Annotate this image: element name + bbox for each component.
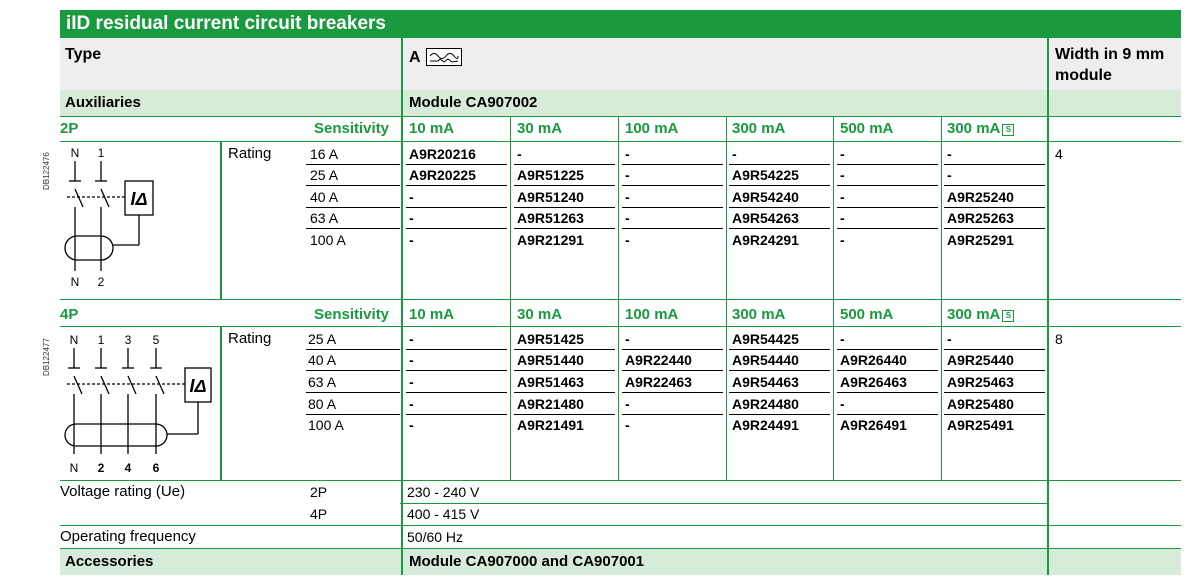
- cell-underline: [622, 392, 723, 393]
- product-code-cell: -: [947, 146, 952, 162]
- product-code-cell: A9R25240: [947, 189, 1014, 205]
- column-divider: [833, 299, 834, 480]
- rule: [60, 116, 1181, 117]
- cell-underline: [944, 414, 1045, 415]
- rating-4p-3: 80 A: [308, 396, 337, 412]
- cell-underline: [837, 414, 938, 415]
- cell-underline: [306, 228, 400, 229]
- product-code-cell: -: [625, 146, 630, 162]
- product-code-cell: A9R51225: [517, 167, 584, 183]
- product-code-cell: A9R51240: [517, 189, 584, 205]
- title-bar: [60, 10, 1181, 38]
- product-code-cell: A9R54263: [732, 210, 799, 226]
- cell-underline: [514, 392, 615, 393]
- product-code-cell: -: [840, 210, 845, 226]
- diagram-top-n: N: [70, 146, 80, 160]
- diagram-ref-2p: DB122476: [42, 152, 51, 190]
- product-code-cell: A9R25491: [947, 417, 1014, 433]
- product-code-cell: A9R24291: [732, 232, 799, 248]
- cell-underline: [729, 370, 830, 371]
- product-code-cell: A9R21480: [517, 396, 584, 412]
- voltage-value-2p: 230 - 240 V: [407, 484, 480, 500]
- rating-4p-2: 63 A: [308, 374, 337, 390]
- product-code-cell: -: [409, 396, 414, 412]
- wiring-diagram-4p: [55, 326, 220, 480]
- diagram-symbol-2p: IΔ: [130, 189, 148, 209]
- sensitivity-2p-4: 500 mA: [840, 120, 894, 137]
- product-code-cell: -: [840, 146, 845, 162]
- product-code-cell: A9R26440: [840, 352, 907, 368]
- column-divider: [220, 326, 222, 480]
- width-modules-4p: 8: [1055, 331, 1063, 347]
- cell-underline: [729, 414, 830, 415]
- cell-underline: [837, 349, 938, 350]
- product-code-cell: -: [840, 167, 845, 183]
- cell-underline: [622, 185, 723, 186]
- product-code-cell: -: [840, 232, 845, 248]
- selective-badge: S: [1002, 310, 1014, 322]
- rating-2p-3: 63 A: [310, 210, 339, 226]
- column-divider: [941, 116, 942, 299]
- cell-underline: [622, 370, 723, 371]
- product-code-cell: -: [625, 396, 630, 412]
- cell-underline: [837, 185, 938, 186]
- sensitivity-2p-5-label: 300 mA: [947, 120, 1001, 137]
- column-divider: [941, 299, 942, 480]
- rating-label-2p: Rating: [228, 145, 272, 162]
- product-code-cell: -: [625, 331, 630, 347]
- product-code-cell: A9R25263: [947, 210, 1014, 226]
- rule: [60, 326, 1181, 327]
- cell-underline: [406, 414, 507, 415]
- column-divider: [510, 299, 511, 480]
- product-code-cell: A9R24491: [732, 417, 799, 433]
- rule: [60, 480, 1181, 481]
- product-code-cell: -: [409, 189, 414, 205]
- voltage-label: Voltage rating (Ue): [60, 483, 186, 500]
- cell-underline: [622, 164, 723, 165]
- cell-underline: [837, 164, 938, 165]
- sensitivity-4p-5-label: 300 mA: [947, 306, 1001, 323]
- product-code-cell: A9R20216: [409, 146, 476, 162]
- cell-underline: [622, 349, 723, 350]
- cell-underline: [514, 414, 615, 415]
- product-code-cell: A9R20225: [409, 167, 476, 183]
- accessories-value: Module CA907000 and CA907001: [409, 553, 645, 570]
- cell-underline: [306, 414, 400, 415]
- product-code-cell: A9R26491: [840, 417, 907, 433]
- cell-underline: [729, 228, 830, 229]
- product-code-cell: A9R25440: [947, 352, 1014, 368]
- width-label: Width in 9 mm module: [1055, 46, 1165, 84]
- column-divider: [833, 116, 834, 299]
- product-code-cell: -: [409, 331, 414, 347]
- column-divider: [401, 38, 403, 575]
- diagram-bottom-4: 4: [124, 461, 132, 475]
- sensitivity-2p-1: 30 mA: [517, 120, 563, 137]
- product-code-cell: -: [625, 210, 630, 226]
- product-code-cell: -: [625, 232, 630, 248]
- product-code-cell: A9R22440: [625, 352, 692, 368]
- product-code-cell: A9R51440: [517, 352, 584, 368]
- product-code-cell: -: [840, 189, 845, 205]
- column-divider: [726, 116, 727, 299]
- product-code-cell: -: [625, 167, 630, 183]
- cell-underline: [729, 207, 830, 208]
- cell-underline: [306, 392, 400, 393]
- diagram-bottom-n: N: [69, 461, 79, 475]
- diagram-bottom-2: 2: [97, 275, 105, 289]
- product-code-cell: -: [840, 331, 845, 347]
- product-code-cell: A9R54425: [732, 331, 799, 347]
- product-code-cell: -: [732, 146, 737, 162]
- cell-underline: [514, 185, 615, 186]
- sensitivity-label-4p: Sensitivity: [314, 306, 390, 323]
- cell-underline: [406, 164, 507, 165]
- rating-4p-4: 100 A: [308, 417, 344, 433]
- sensitivity-4p-1: 30 mA: [517, 306, 563, 323]
- rating-2p-2: 40 A: [310, 189, 339, 205]
- product-code-cell: A9R54240: [732, 189, 799, 205]
- product-code-cell: A9R21291: [517, 232, 584, 248]
- product-code-cell: -: [409, 374, 414, 390]
- diagram-bottom-2: 2: [97, 461, 105, 475]
- product-code-cell: A9R25291: [947, 232, 1014, 248]
- product-code-cell: A9R54463: [732, 374, 799, 390]
- cell-underline: [837, 228, 938, 229]
- cell-underline: [729, 392, 830, 393]
- diagram-ref-4p: DB122477: [42, 338, 51, 376]
- cell-underline: [837, 370, 938, 371]
- rating-2p-0: 16 A: [310, 146, 339, 162]
- rating-label-4p: Rating: [228, 330, 272, 347]
- column-divider: [220, 141, 222, 299]
- cell-underline: [944, 392, 1045, 393]
- auxiliaries-value: Module CA907002: [409, 94, 538, 111]
- cell-underline: [622, 207, 723, 208]
- diagram-top-3: 3: [124, 333, 132, 347]
- product-code-cell: -: [625, 417, 630, 433]
- sensitivity-label-2p: Sensitivity: [314, 120, 390, 137]
- diagram-top-5: 5: [152, 333, 160, 347]
- sensitivity-4p-3: 300 mA: [732, 306, 786, 323]
- type-value: [409, 48, 462, 67]
- cell-underline: [729, 164, 830, 165]
- cell-underline: [514, 228, 615, 229]
- rule: [60, 525, 1181, 526]
- cell-underline: [406, 185, 507, 186]
- cell-underline: [944, 185, 1045, 186]
- column-divider: [726, 299, 727, 480]
- voltage-poles-4p: 4P: [310, 506, 328, 522]
- sensitivity-4p-4: 500 mA: [840, 306, 894, 323]
- cell-underline: [944, 164, 1045, 165]
- diagram-top-n: N: [69, 333, 79, 347]
- cell-underline: [514, 349, 615, 350]
- product-code-cell: A9R26463: [840, 374, 907, 390]
- cell-underline: [944, 207, 1045, 208]
- sensitivity-2p-2: 100 mA: [625, 120, 679, 137]
- cell-underline: [514, 207, 615, 208]
- selective-badge: S: [1002, 124, 1014, 136]
- product-code-cell: A9R22463: [625, 374, 692, 390]
- page-title: iID residual current circuit breakers: [66, 13, 386, 34]
- product-code-cell: A9R21491: [517, 417, 584, 433]
- product-code-cell: A9R51463: [517, 374, 584, 390]
- cell-underline: [406, 228, 507, 229]
- column-divider: [618, 116, 619, 299]
- rating-2p-1: 25 A: [310, 167, 339, 183]
- cell-underline: [729, 349, 830, 350]
- product-code-cell: -: [947, 331, 952, 347]
- product-code-cell: -: [840, 396, 845, 412]
- product-code-cell: A9R51263: [517, 210, 584, 226]
- voltage-poles-2p: 2P: [310, 484, 328, 500]
- cell-underline: [406, 392, 507, 393]
- rule: [60, 299, 1181, 300]
- rule: [60, 548, 1181, 549]
- rating-4p-0: 25 A: [308, 331, 337, 347]
- rule: [400, 503, 1048, 504]
- column-divider: [618, 299, 619, 480]
- cell-underline: [837, 392, 938, 393]
- type-a-waveform-icon: [426, 48, 462, 66]
- cell-underline: [729, 185, 830, 186]
- cell-underline: [406, 349, 507, 350]
- product-code-cell: A9R25463: [947, 374, 1014, 390]
- diagram-bottom-n: N: [70, 275, 80, 289]
- cell-underline: [837, 207, 938, 208]
- cell-underline: [622, 228, 723, 229]
- cell-underline: [306, 164, 400, 165]
- product-code-cell: -: [409, 417, 414, 433]
- cell-underline: [306, 370, 400, 371]
- product-code-cell: -: [409, 210, 414, 226]
- type-label: Type: [65, 46, 102, 63]
- diagram-bottom-6: 6: [152, 461, 160, 475]
- sensitivity-2p-5: [947, 120, 1014, 138]
- auxiliaries-row: [60, 90, 1181, 116]
- poles-4p-label: 4P: [60, 306, 79, 323]
- column-divider: [510, 116, 511, 299]
- sensitivity-4p-0: 10 mA: [409, 306, 455, 323]
- accessories-label: Accessories: [65, 553, 154, 570]
- cell-underline: [514, 370, 615, 371]
- product-code-cell: -: [409, 352, 414, 368]
- product-code-cell: A9R51425: [517, 331, 584, 347]
- auxiliaries-label: Auxiliaries: [65, 94, 141, 111]
- column-divider: [1047, 38, 1049, 575]
- sensitivity-4p-5: [947, 306, 1014, 324]
- sensitivity-4p-2: 100 mA: [625, 306, 679, 323]
- diagram-top-1: 1: [97, 146, 105, 160]
- cell-underline: [406, 370, 507, 371]
- product-code-cell: -: [409, 232, 414, 248]
- frequency-value: 50/60 Hz: [407, 529, 464, 545]
- cell-underline: [406, 207, 507, 208]
- cell-underline: [944, 228, 1045, 229]
- cell-underline: [944, 349, 1045, 350]
- type-a-label: A: [409, 49, 420, 66]
- cell-underline: [306, 349, 400, 350]
- frequency-label: Operating frequency: [60, 528, 196, 545]
- cell-underline: [306, 207, 400, 208]
- wiring-diagram-2p: [55, 141, 220, 299]
- cell-underline: [944, 370, 1045, 371]
- cell-underline: [514, 164, 615, 165]
- poles-2p-label: 2P: [60, 120, 79, 137]
- rule: [60, 141, 1181, 142]
- header-row: [60, 38, 1181, 90]
- product-code-cell: A9R24480: [732, 396, 799, 412]
- product-code-cell: -: [625, 189, 630, 205]
- sensitivity-2p-3: 300 mA: [732, 120, 786, 137]
- diagram-symbol-4p: IΔ: [189, 376, 207, 396]
- rating-2p-4: 100 A: [310, 232, 346, 248]
- product-code-cell: -: [947, 167, 952, 183]
- product-code-cell: A9R54225: [732, 167, 799, 183]
- product-code-cell: A9R25480: [947, 396, 1014, 412]
- product-code-cell: A9R54440: [732, 352, 799, 368]
- sensitivity-2p-0: 10 mA: [409, 120, 455, 137]
- rating-4p-1: 40 A: [308, 352, 337, 368]
- voltage-value-4p: 400 - 415 V: [407, 506, 480, 522]
- product-code-cell: -: [517, 146, 522, 162]
- width-modules-2p: 4: [1055, 146, 1063, 162]
- cell-underline: [306, 185, 400, 186]
- cell-underline: [622, 414, 723, 415]
- diagram-top-1: 1: [97, 333, 105, 347]
